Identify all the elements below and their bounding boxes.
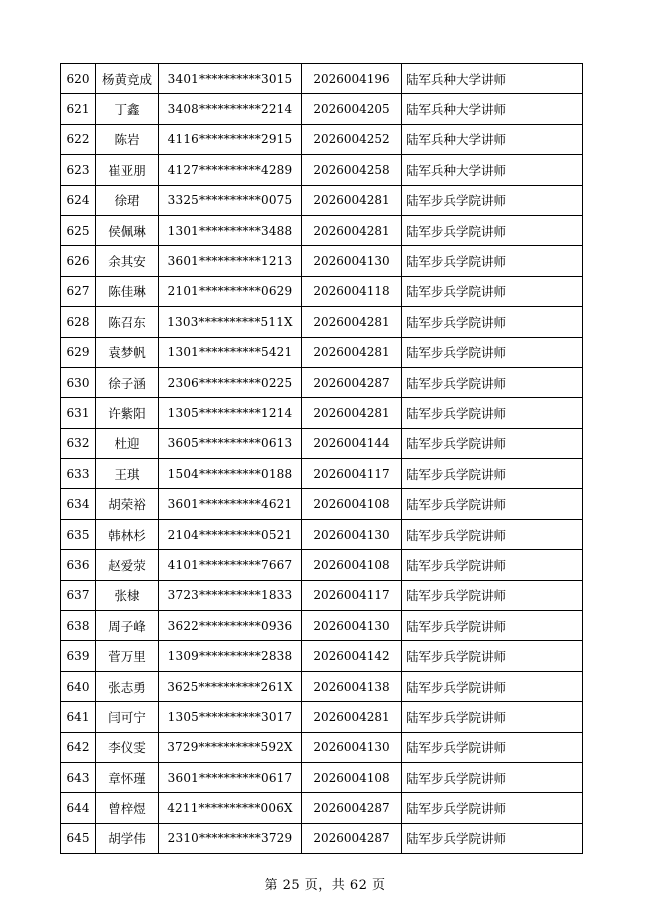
id-number-cell: 1301**********3488 <box>159 215 302 245</box>
id-number-cell: 3325**********0075 <box>159 185 302 215</box>
position-cell: 陆军步兵学院讲师 <box>402 367 583 397</box>
row-number: 628 <box>61 307 96 337</box>
ticket-number-cell: 2026004130 <box>302 611 402 641</box>
ticket-number-cell: 2026004287 <box>302 823 402 853</box>
name-cell: 闫可宁 <box>96 702 159 732</box>
row-number: 643 <box>61 762 96 792</box>
position-cell: 陆军步兵学院讲师 <box>402 428 583 458</box>
position-cell: 陆军步兵学院讲师 <box>402 823 583 853</box>
table-row <box>61 276 583 306</box>
row-number: 620 <box>61 64 96 94</box>
table-row <box>61 215 583 245</box>
table-row <box>61 64 583 94</box>
table-row <box>61 793 583 823</box>
ticket-number-cell: 2026004144 <box>302 428 402 458</box>
id-number-cell: 2101**********0629 <box>159 276 302 306</box>
table-row <box>61 671 583 701</box>
position-cell: 陆军步兵学院讲师 <box>402 519 583 549</box>
name-cell: 张志勇 <box>96 671 159 701</box>
table-row <box>61 246 583 276</box>
id-number-cell: 3401**********3015 <box>159 64 302 94</box>
row-number: 640 <box>61 671 96 701</box>
id-number-cell: 3729**********592X <box>159 732 302 762</box>
ticket-number-cell: 2026004117 <box>302 580 402 610</box>
name-cell: 袁梦帆 <box>96 337 159 367</box>
row-number: 632 <box>61 428 96 458</box>
name-cell: 胡荣裕 <box>96 489 159 519</box>
id-number-cell: 3601**********0617 <box>159 762 302 792</box>
name-cell: 章怀瑾 <box>96 762 159 792</box>
roster-table <box>60 63 583 854</box>
position-cell: 陆军步兵学院讲师 <box>402 580 583 610</box>
position-cell: 陆军步兵学院讲师 <box>402 398 583 428</box>
ticket-number-cell: 2026004281 <box>302 398 402 428</box>
name-cell: 侯佩琳 <box>96 215 159 245</box>
ticket-number-cell: 2026004108 <box>302 762 402 792</box>
name-cell: 杜迎 <box>96 428 159 458</box>
table-row <box>61 519 583 549</box>
id-number-cell: 1301**********5421 <box>159 337 302 367</box>
position-cell: 陆军步兵学院讲师 <box>402 732 583 762</box>
id-number-cell: 3723**********1833 <box>159 580 302 610</box>
position-cell: 陆军步兵学院讲师 <box>402 276 583 306</box>
row-number: 629 <box>61 337 96 367</box>
name-cell: 杨黄竞成 <box>96 64 159 94</box>
table-row <box>61 367 583 397</box>
id-number-cell: 1305**********3017 <box>159 702 302 732</box>
name-cell: 陈岩 <box>96 124 159 154</box>
position-cell: 陆军步兵学院讲师 <box>402 762 583 792</box>
table-row <box>61 428 583 458</box>
name-cell: 徐珺 <box>96 185 159 215</box>
table-row <box>61 550 583 580</box>
name-cell: 菅万里 <box>96 641 159 671</box>
name-cell: 徐子涵 <box>96 367 159 397</box>
position-cell: 陆军步兵学院讲师 <box>402 459 583 489</box>
ticket-number-cell: 2026004281 <box>302 337 402 367</box>
id-number-cell: 3408**********2214 <box>159 94 302 124</box>
page-footer: 第 25 页，共 62 页 <box>264 878 386 893</box>
name-cell: 李仪雯 <box>96 732 159 762</box>
ticket-number-cell: 2026004196 <box>302 64 402 94</box>
name-cell: 崔亚朋 <box>96 155 159 185</box>
position-cell: 陆军步兵学院讲师 <box>402 611 583 641</box>
name-cell: 陈召东 <box>96 307 159 337</box>
row-number: 642 <box>61 732 96 762</box>
row-number: 626 <box>61 246 96 276</box>
ticket-number-cell: 2026004205 <box>302 94 402 124</box>
table-row <box>61 307 583 337</box>
row-number: 636 <box>61 550 96 580</box>
position-cell: 陆军步兵学院讲师 <box>402 671 583 701</box>
ticket-number-cell: 2026004252 <box>302 124 402 154</box>
id-number-cell: 1309**********2838 <box>159 641 302 671</box>
name-cell: 张棣 <box>96 580 159 610</box>
id-number-cell: 4101**********7667 <box>159 550 302 580</box>
ticket-number-cell: 2026004142 <box>302 641 402 671</box>
name-cell: 胡学伟 <box>96 823 159 853</box>
table-row <box>61 489 583 519</box>
row-number: 625 <box>61 215 96 245</box>
position-cell: 陆军步兵学院讲师 <box>402 215 583 245</box>
table-row <box>61 702 583 732</box>
ticket-number-cell: 2026004118 <box>302 276 402 306</box>
position-cell: 陆军步兵学院讲师 <box>402 337 583 367</box>
table-row <box>61 611 583 641</box>
row-number: 631 <box>61 398 96 428</box>
row-number: 644 <box>61 793 96 823</box>
id-number-cell: 2306**********0225 <box>159 367 302 397</box>
position-cell: 陆军步兵学院讲师 <box>402 793 583 823</box>
row-number: 645 <box>61 823 96 853</box>
ticket-number-cell: 2026004108 <box>302 489 402 519</box>
position-cell: 陆军步兵学院讲师 <box>402 550 583 580</box>
id-number-cell: 3622**********0936 <box>159 611 302 641</box>
ticket-number-cell: 2026004117 <box>302 459 402 489</box>
row-number: 621 <box>61 94 96 124</box>
position-cell: 陆军兵种大学讲师 <box>402 64 583 94</box>
ticket-number-cell: 2026004281 <box>302 185 402 215</box>
table-row <box>61 398 583 428</box>
row-number: 633 <box>61 459 96 489</box>
name-cell: 丁鑫 <box>96 94 159 124</box>
table-row <box>61 155 583 185</box>
roster-sheet <box>60 63 582 854</box>
table-row <box>61 94 583 124</box>
ticket-number-cell: 2026004281 <box>302 307 402 337</box>
position-cell: 陆军步兵学院讲师 <box>402 246 583 276</box>
name-cell: 韩林杉 <box>96 519 159 549</box>
id-number-cell: 4116**********2915 <box>159 124 302 154</box>
row-number: 639 <box>61 641 96 671</box>
table-row <box>61 124 583 154</box>
table-row <box>61 823 583 853</box>
id-number-cell: 3601**********1213 <box>159 246 302 276</box>
name-cell: 余其安 <box>96 246 159 276</box>
row-number: 630 <box>61 367 96 397</box>
ticket-number-cell: 2026004130 <box>302 732 402 762</box>
id-number-cell: 1504**********0188 <box>159 459 302 489</box>
row-number: 641 <box>61 702 96 732</box>
table-row <box>61 337 583 367</box>
ticket-number-cell: 2026004281 <box>302 215 402 245</box>
ticket-number-cell: 2026004130 <box>302 519 402 549</box>
id-number-cell: 3625**********261X <box>159 671 302 701</box>
ticket-number-cell: 2026004138 <box>302 671 402 701</box>
row-number: 637 <box>61 580 96 610</box>
table-row <box>61 185 583 215</box>
name-cell: 陈佳琳 <box>96 276 159 306</box>
position-cell: 陆军兵种大学讲师 <box>402 155 583 185</box>
name-cell: 许紫阳 <box>96 398 159 428</box>
roster-table-body <box>61 64 583 854</box>
table-row <box>61 732 583 762</box>
row-number: 627 <box>61 276 96 306</box>
position-cell: 陆军步兵学院讲师 <box>402 702 583 732</box>
name-cell: 周子峰 <box>96 611 159 641</box>
position-cell: 陆军步兵学院讲师 <box>402 489 583 519</box>
id-number-cell: 3601**********4621 <box>159 489 302 519</box>
position-cell: 陆军兵种大学讲师 <box>402 94 583 124</box>
ticket-number-cell: 2026004281 <box>302 702 402 732</box>
name-cell: 王琪 <box>96 459 159 489</box>
name-cell: 曾梓煜 <box>96 793 159 823</box>
row-number: 623 <box>61 155 96 185</box>
id-number-cell: 4127**********4289 <box>159 155 302 185</box>
ticket-number-cell: 2026004130 <box>302 246 402 276</box>
row-number: 635 <box>61 519 96 549</box>
table-row <box>61 459 583 489</box>
table-row <box>61 641 583 671</box>
id-number-cell: 2104**********0521 <box>159 519 302 549</box>
row-number: 634 <box>61 489 96 519</box>
id-number-cell: 3605**********0613 <box>159 428 302 458</box>
id-number-cell: 1303**********511X <box>159 307 302 337</box>
ticket-number-cell: 2026004287 <box>302 793 402 823</box>
position-cell: 陆军步兵学院讲师 <box>402 185 583 215</box>
row-number: 638 <box>61 611 96 641</box>
name-cell: 赵爱荥 <box>96 550 159 580</box>
id-number-cell: 4211**********006X <box>159 793 302 823</box>
position-cell: 陆军步兵学院讲师 <box>402 641 583 671</box>
id-number-cell: 2310**********3729 <box>159 823 302 853</box>
position-cell: 陆军兵种大学讲师 <box>402 124 583 154</box>
ticket-number-cell: 2026004287 <box>302 367 402 397</box>
ticket-number-cell: 2026004108 <box>302 550 402 580</box>
table-row <box>61 580 583 610</box>
id-number-cell: 1305**********1214 <box>159 398 302 428</box>
table-row <box>61 762 583 792</box>
row-number: 624 <box>61 185 96 215</box>
row-number: 622 <box>61 124 96 154</box>
ticket-number-cell: 2026004258 <box>302 155 402 185</box>
position-cell: 陆军步兵学院讲师 <box>402 307 583 337</box>
